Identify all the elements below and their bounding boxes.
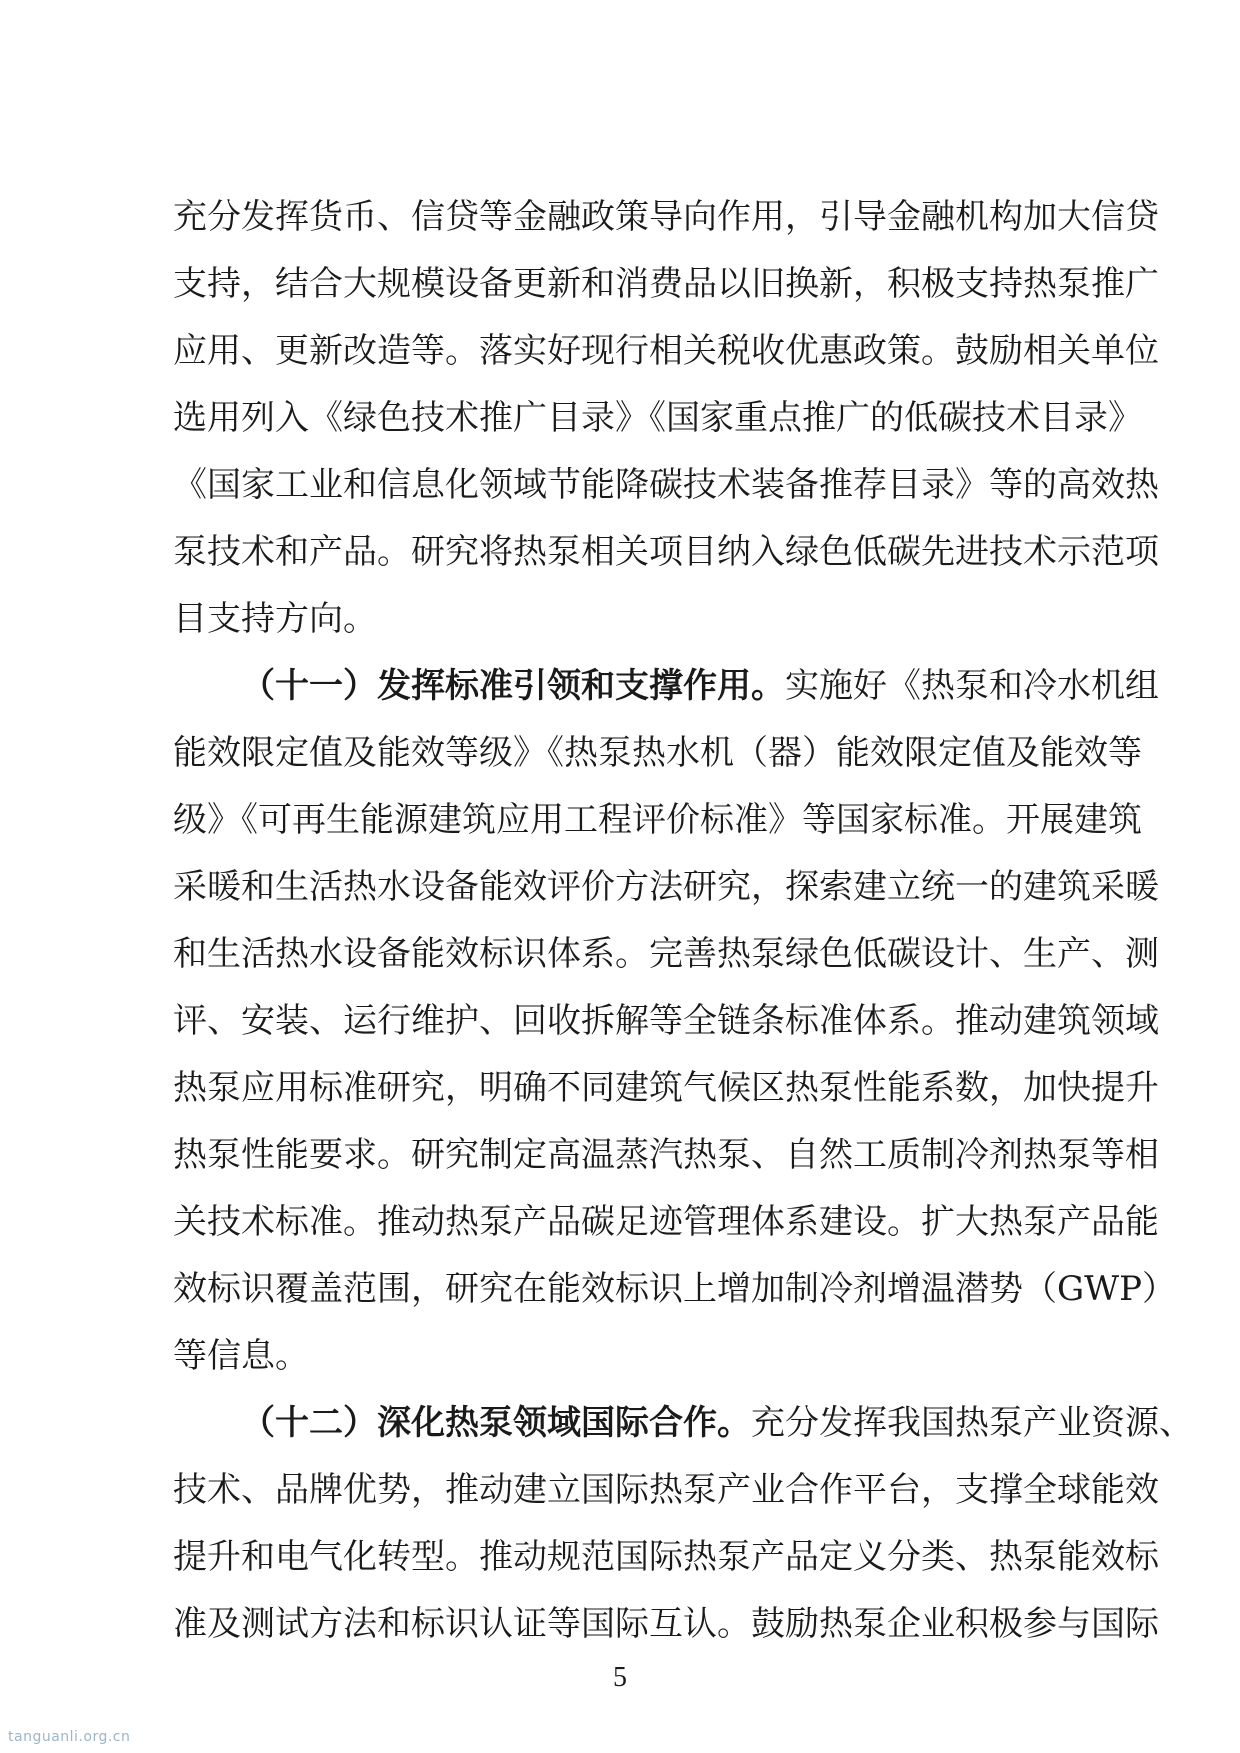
body-line: 目支持方向。 [173,599,377,639]
section-12-heading: （十二）深化热泵领域国际合作。 [241,1403,751,1443]
body-line: 级》《可再生能源建筑应用工程评价标准》等国家标准。开展建筑 [173,800,1142,840]
body-line: 采暖和生活热水设备能效评价方法研究，探索建立统一的建筑采暖 [173,867,1159,907]
body-line: 准及测试方法和标识认证等国际互认。鼓励热泵企业积极参与国际 [173,1604,1159,1644]
body-line: 等信息。 [173,1336,309,1376]
body-line: 《国家工业和信息化领域节能降碳技术装备推荐目录》等的高效热 [173,465,1159,505]
section-12-first-line-text: 充分发挥我国热泵产业资源、 [751,1403,1193,1443]
body-line: 关技术标准。推动热泵产品碳足迹管理体系建设。扩大热泵产品能 [173,1202,1159,1242]
page-number: 5 [613,1662,627,1693]
section-11-heading: （十一）发挥标准引领和支撑作用。 [241,666,785,706]
body-line: 泵技术和产品。研究将热泵相关项目纳入绿色低碳先进技术示范项 [173,532,1159,572]
section-11-first-line [241,661,1159,711]
body-line: 能效限定值及能效等级》《热泵热水机（器）能效限定值及能效等 [173,733,1142,773]
body-line: 支持，结合大规模设备更新和消费品以旧换新，积极支持热泵推广 [173,264,1159,304]
section-12-first-line [241,1398,1193,1448]
watermark: tanguanli.org.cn [8,1729,131,1745]
body-line: 技术、品牌优势，推动建立国际热泵产业合作平台，支撑全球能效 [173,1470,1159,1510]
body-line: 选用列入《绿色技术推广目录》《国家重点推广的低碳技术目录》 [173,398,1142,438]
body-line: 热泵性能要求。研究制定高温蒸汽热泵、自然工质制冷剂热泵等相 [173,1135,1159,1175]
body-line: 应用、更新改造等。落实好现行相关税收优惠政策。鼓励相关单位 [173,331,1159,371]
section-11-first-line-text: 实施好《热泵和冷水机组 [785,666,1159,706]
body-line: 充分发挥货币、信贷等金融政策导向作用，引导金融机构加大信贷 [173,197,1159,237]
body-line: 和生活热水设备能效标识体系。完善热泵绿色低碳设计、生产、测 [173,934,1159,974]
body-line: 热泵应用标准研究，明确不同建筑气候区热泵性能系数，加快提升 [173,1068,1159,1108]
body-line: 评、安装、运行维护、回收拆解等全链条标准体系。推动建筑领域 [173,1001,1159,1041]
body-line: 提升和电气化转型。推动规范国际热泵产品定义分类、热泵能效标 [173,1537,1159,1577]
body-line: 效标识覆盖范围，研究在能效标识上增加制冷剂增温潜势（GWP） [173,1269,1176,1309]
